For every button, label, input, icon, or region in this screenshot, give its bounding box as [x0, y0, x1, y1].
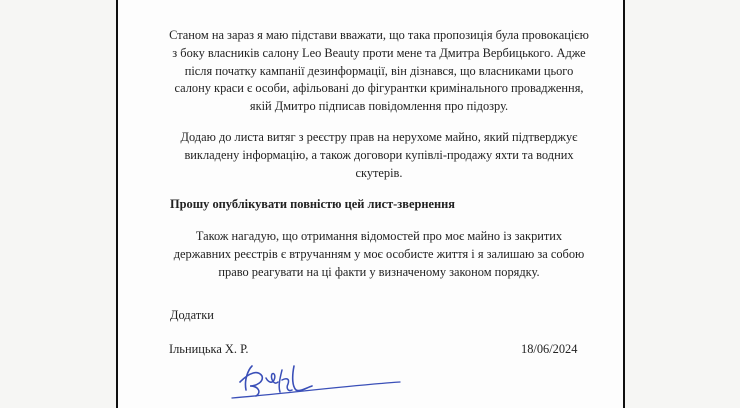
- document-date: 18/06/2024: [521, 342, 578, 356]
- handwritten-signature: [222, 352, 412, 408]
- paragraph-provocation: Станом на зараз я маю підстави вважати, що така пропозиція була провокацією з боку власників салону Leo Beauty проти мене та Дмитра Вербицького. Адже після початку кампанії дезинформації, він дізнався, що власниками цього салону краси є особи, афільовані до фігурантки кримінального провадження, якій Дмитро підписав повідомлення про підозру.: [169, 28, 589, 114]
- attachments-label: Додатки: [170, 308, 214, 322]
- paragraph-publish-request: Прошу опублікувати повністю цей лист-звернення: [170, 197, 455, 211]
- signer-name: Ільницька Х. Р.: [169, 342, 249, 356]
- paragraph-attachments-description: Додаю до листа витяг з реєстру прав на нерухоме майно, який підтверджує викладену інформацію, а також договори купівлі-продажу яхти та водних скутерів.: [180, 130, 578, 180]
- left-margin-area: [0, 0, 116, 408]
- document-page: [118, 0, 623, 408]
- right-margin-area: [625, 0, 740, 408]
- paragraph-privacy-reminder: Також нагадую, що отримання відомостей про моє майно із закритих державних реєстрів є втручанням у моє особисте життя і я залишаю за собою право реагувати на ці факти у визначеному законом порядку.: [173, 229, 585, 279]
